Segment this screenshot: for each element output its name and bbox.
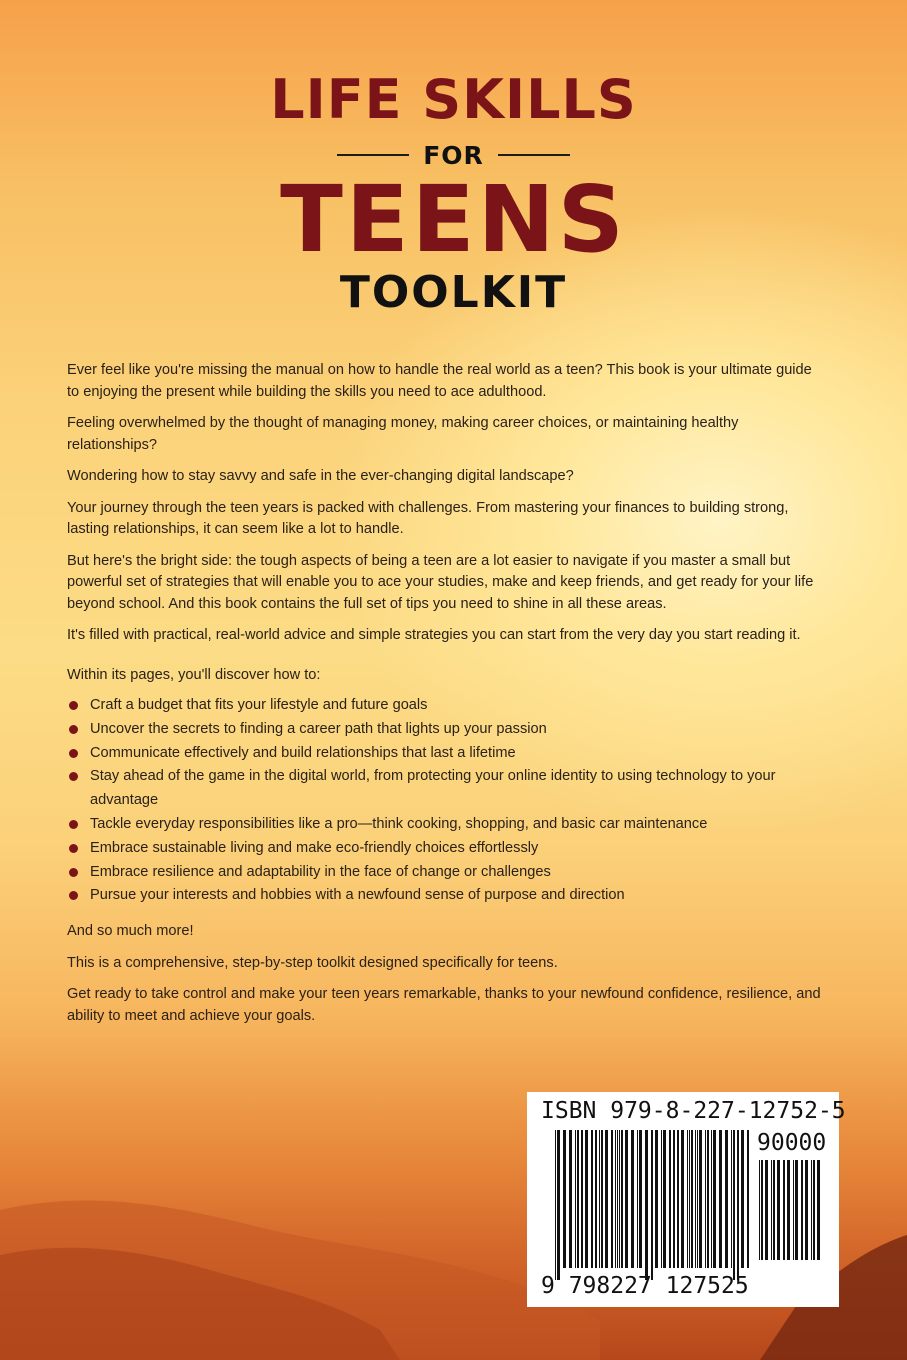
barcode-bar [737, 1130, 739, 1280]
barcode-bar [605, 1130, 608, 1268]
barcode-bar [759, 1160, 760, 1260]
barcode-bar [599, 1130, 600, 1268]
barcode-bar [577, 1130, 579, 1268]
barcode-bar [689, 1130, 690, 1268]
title-life-skills: LIFE SKILLS [270, 68, 637, 131]
bullet-icon [69, 820, 78, 829]
barcode-bar [699, 1130, 702, 1268]
blurb-paragraph: Ever feel like you're missing the manual on how to handle the real world as a teen? This book is your ultimate guide to enjoying the present while building the skills you need to ace adulthood. [67, 362, 812, 400]
bullet-icon [69, 844, 78, 853]
barcode-bar [695, 1130, 696, 1268]
list-item [67, 884, 827, 908]
bullet-icon [69, 891, 78, 900]
barcode-bar [687, 1130, 688, 1268]
barcode-bar [731, 1130, 732, 1268]
blurb-paragraph: And so much more! [67, 923, 194, 940]
barcode-bar [711, 1130, 712, 1268]
barcode-bar [663, 1130, 666, 1268]
barcode-bar [661, 1130, 662, 1268]
barcode-bar [669, 1130, 671, 1268]
barcode-bar [697, 1130, 698, 1268]
barcode-bar [771, 1160, 772, 1260]
bullet-icon [69, 725, 78, 734]
title-rule-left [337, 154, 409, 156]
title-rule-right [498, 154, 570, 156]
barcode-bar [761, 1160, 763, 1260]
barcode-bar [713, 1130, 716, 1268]
list-item-text: Communicate effectively and build relationships that last a lifetime [90, 744, 516, 761]
blurb-paragraph: It's filled with practical, real-world advice and simple strategies you can start from the very day you start reading it. [67, 627, 801, 643]
list-item [67, 861, 827, 885]
isbn-label: ISBN 979-8-227-12752-5 [541, 1098, 846, 1124]
list-item [67, 837, 827, 861]
barcode-bar [805, 1160, 808, 1260]
barcode-bar [581, 1130, 583, 1268]
list-item-text: Embrace resilience and adaptability in the face of change or challenges [90, 863, 551, 880]
barcode-bar [783, 1160, 785, 1260]
blurb-paragraph: Feeling overwhelmed by the thought of managing money, making career choices, or maintaining healthy relationships? [67, 415, 739, 453]
barcode-bar [705, 1130, 706, 1268]
bullet-icon [69, 772, 78, 781]
barcode-bar [563, 1130, 566, 1268]
barcode-bar [569, 1130, 572, 1268]
barcode-bar [601, 1130, 603, 1268]
barcode-bar [677, 1130, 679, 1268]
list-item-text: Stay ahead of the game in the digital world, from protecting your online identity to using technology to your advantage [90, 768, 776, 809]
barcode-bar [707, 1130, 709, 1268]
barcode-bar [795, 1160, 798, 1260]
price-barcode [759, 1160, 821, 1272]
barcode-bar [787, 1160, 790, 1260]
barcode-box [527, 1092, 846, 1307]
barcode-bar [811, 1160, 812, 1260]
barcode-bar [645, 1130, 648, 1280]
list-item [67, 694, 827, 718]
blurb-paragraph: Wondering how to stay savvy and safe in the ever-changing digital landscape? [67, 468, 574, 484]
barcode-bar [575, 1130, 576, 1268]
barcode-bar [585, 1130, 588, 1268]
barcode-bar [625, 1130, 628, 1268]
list-item [67, 718, 827, 742]
barcode-bar [719, 1130, 722, 1268]
barcode-bar [651, 1130, 653, 1280]
blurb-paragraph: Your journey through the teen years is packed with challenges. From mastering your finances to building strong, lasting relationships, it can seem like a lot to handle. [67, 499, 789, 537]
barcode-bar [615, 1130, 616, 1268]
barcode-bar [637, 1130, 638, 1268]
title-teens: TEENS [280, 166, 627, 273]
barcode-bar [611, 1130, 613, 1268]
isbn-barcode [555, 1130, 751, 1280]
list-item-text: Uncover the secrets to finding a career path that lights up your passion [90, 720, 547, 737]
barcode-bar [777, 1160, 780, 1260]
blurb [67, 360, 827, 1037]
barcode-bar [733, 1130, 735, 1280]
barcode-bar [813, 1160, 815, 1260]
blurb-paragraph: Get ready to take control and make your teen years remarkable, thanks to your newfound confidence, resilience, and ability to meet and achieve your goals. [67, 986, 821, 1024]
barcode-bar [747, 1130, 749, 1268]
bullet-icon [69, 868, 78, 877]
benefits-list [67, 694, 827, 908]
barcode-bar [639, 1130, 642, 1268]
barcode-bar [619, 1130, 620, 1268]
blurb-paragraph: But here's the bright side: the tough aspects of being a teen are a lot easier to navigate if you master a small but powerful set of strategies that will enable you to ace your studies, make and keep friends, and get ready for your life beyond school. And this book contains the full set of tips you need to shine in all these areas. [67, 552, 814, 612]
barcode-bar [631, 1130, 634, 1268]
barcode-bar [591, 1130, 593, 1268]
barcode-bar [595, 1130, 597, 1268]
barcode-bar [741, 1130, 744, 1268]
blurb-paragraph: This is a comprehensive, step-by-step toolkit designed specifically for teens. [67, 954, 558, 971]
barcode-bar [655, 1130, 658, 1268]
barcode-bar [557, 1130, 560, 1280]
bullet-icon [69, 749, 78, 758]
barcode-bar [681, 1130, 684, 1268]
list-item-text: Craft a budget that fits your lifestyle and future goals [90, 697, 428, 713]
barcode-bar [725, 1130, 728, 1268]
barcode-bar [617, 1130, 618, 1268]
bullet-icon [69, 701, 78, 710]
barcode-bar [817, 1160, 820, 1260]
list-item-text: Pursue your interests and hobbies with a newfound sense of purpose and direction [90, 887, 625, 904]
list-item-text: Embrace sustainable living and make eco-friendly choices effortlessly [90, 839, 539, 856]
title-toolkit: TOOLKIT [339, 267, 568, 318]
barcode-bar [673, 1130, 675, 1268]
barcode-bar [793, 1160, 794, 1260]
title-for: FOR [423, 140, 484, 170]
list-item [67, 813, 827, 837]
list-item [67, 742, 827, 766]
barcode-bar [691, 1130, 693, 1268]
list-intro: Within its pages, you'll discover how to: [67, 666, 321, 683]
ean-digits: 9 798227 127525 [541, 1273, 749, 1299]
barcode-bar [801, 1160, 803, 1260]
barcode-bar [773, 1160, 775, 1260]
barcode-bar [765, 1160, 768, 1260]
barcode-bar [621, 1130, 623, 1268]
list-item [67, 765, 827, 813]
barcode-bar [555, 1130, 556, 1280]
book-title [0, 70, 907, 318]
list-item-text: Tackle everyday responsibilities like a pro—think cooking, shopping, and basic car maintenance [90, 815, 708, 832]
price-code: 90000 [757, 1130, 827, 1156]
